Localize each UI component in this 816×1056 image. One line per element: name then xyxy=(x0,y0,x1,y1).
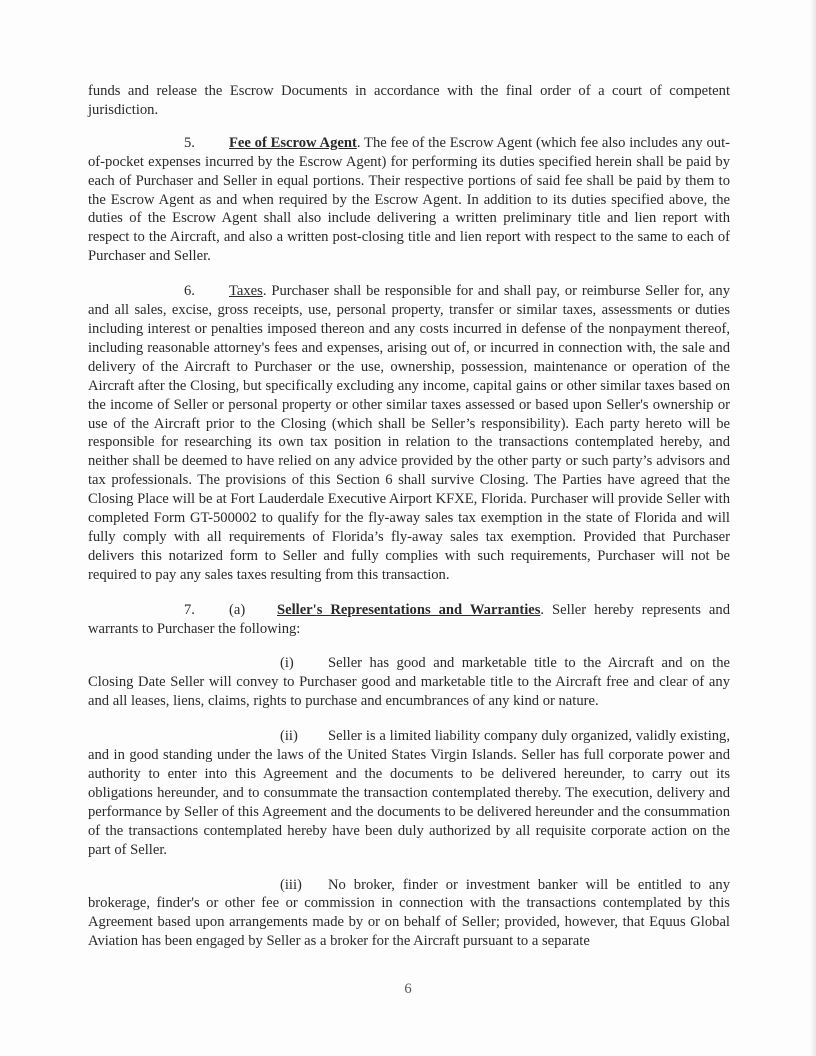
section-7-heading: Seller's Representations and Warranties xyxy=(277,601,541,618)
item-i-text: Seller has good and marketable title to the Aircraft and on the Closing Date Seller will convey to Purchaser good and marketable title to the Aircraft free and clear of any and all leases, liens, claims, rights to purchase and encumbrances of any kind or nature. xyxy=(88,655,730,710)
section-7-body: . Seller hereby represents and warrants to Purchaser the following: xyxy=(88,601,731,637)
section-5-body: . The fee of the Escrow Agent (which fee also includes any out-of-pocket expenses incurred by the Escrow Agent) for performing its duties specified herein shall be paid by each of Purchaser and Seller in equal portions. Their respective portions of said fee shall be paid by them to the Escrow Agent as and when required by the Escrow Agent. In addition to its duties specified above, the duties of the Escrow Agent shall also include delivering a written preliminary title and lien report with respect to the Aircraft, and also a written post-closing title and lien report with respect to the same to each of Purchaser and Seller. xyxy=(88,134,731,265)
section-7-item-iii xyxy=(88,876,730,952)
item-ii-text: Seller is a limited liability company duly organized, validly existing, and in good standing under the laws of the United States Virgin Islands. Seller has full corporate power and authority to enter into this Agreement and the documents to be delivered hereunder, to carry out its obligations hereunder, and to consummate the transaction contemplated thereby. The execution, delivery and performance by Seller of this Agreement and the documents to be delivered hereunder and the consummation of the transactions contemplated hereby have been duly authorized by all requisite corporate action on the part of Seller. xyxy=(88,728,730,858)
section-7-item-ii xyxy=(88,727,730,859)
section-6-body: . Purchaser shall be responsible for and shall pay, or reimburse Seller for, any and all sales, excise, gross receipts, use, personal property, transfer or similar taxes, assessments or duties including interest or penalties imposed thereon and any costs incurred in defense of the nonpayment thereof, including reasonable attorney's fees and expenses, arising out of, or incurred in connection with, the sale and delivery of the Aircraft to Purchaser or the use, ownership, possession, maintenance or operation of the Aircraft after the Closing, but specifically excluding any income, capital gains or other similar taxes based on the income of Seller or personal property or other similar taxes assessed or based upon Seller's ownership or use of the Aircraft prior to the Closing (which shall be Seller’s responsibility). Each party hereto will be responsible for researching its own tax position in relation to the transactions contemplated hereby, and neither shall be deemed to have relied on any advice provided by the other party or such party’s advisors and tax professionals. The provisions of this Section 6 shall survive Closing. The Parties have agreed that the Closing Place will be at Fort Lauderdale Executive Airport KFXE, Florida. Purchaser will provide Seller with completed Form GT-500002 to qualify for the fly-away sales tax exemption in the state of Florida and will fully comply with all requirements of Florida’s fly-away sales tax exemption. Provided that Purchaser delivers this notarized form to Seller and fully complies with such requirements, Purchaser will not be required to pay any sales taxes resulting from this transaction. xyxy=(88,283,730,583)
section-5-heading: Fee of Escrow Agent xyxy=(229,134,357,151)
page-number: 6 xyxy=(404,981,412,997)
item-iii-label: (iii) xyxy=(280,876,302,893)
document-body xyxy=(88,82,730,967)
section-5-paragraph xyxy=(88,134,730,266)
section-7-item-i xyxy=(88,654,730,711)
item-ii-label: (ii) xyxy=(280,728,298,745)
section-7-number: 7. xyxy=(184,601,195,618)
item-iii-text: No broker, finder or investment banker will be entitled to any brokerage, finder's or other fee or commission in connection with the transactions contemplated by this Agreement based upon arrangements made by or on behalf of Seller; provided, however, that Equus Global Aviation has been engaged by Seller as a broker for the Aircraft pursuant to a separate xyxy=(88,876,730,950)
item-i-label: (i) xyxy=(280,655,294,672)
section-6-number: 6. xyxy=(184,283,195,300)
scan-edge-shadow xyxy=(810,0,816,1056)
continuation-paragraph: funds and release the Escrow Documents in accordance with the final order of a court of competent jurisdiction. xyxy=(88,83,730,118)
section-5-number: 5. xyxy=(184,134,195,151)
section-7a-paragraph xyxy=(88,601,730,639)
section-7-sub-label: (a) xyxy=(229,601,246,618)
section-6-paragraph xyxy=(88,282,730,585)
section-6-heading: Taxes xyxy=(229,283,263,300)
